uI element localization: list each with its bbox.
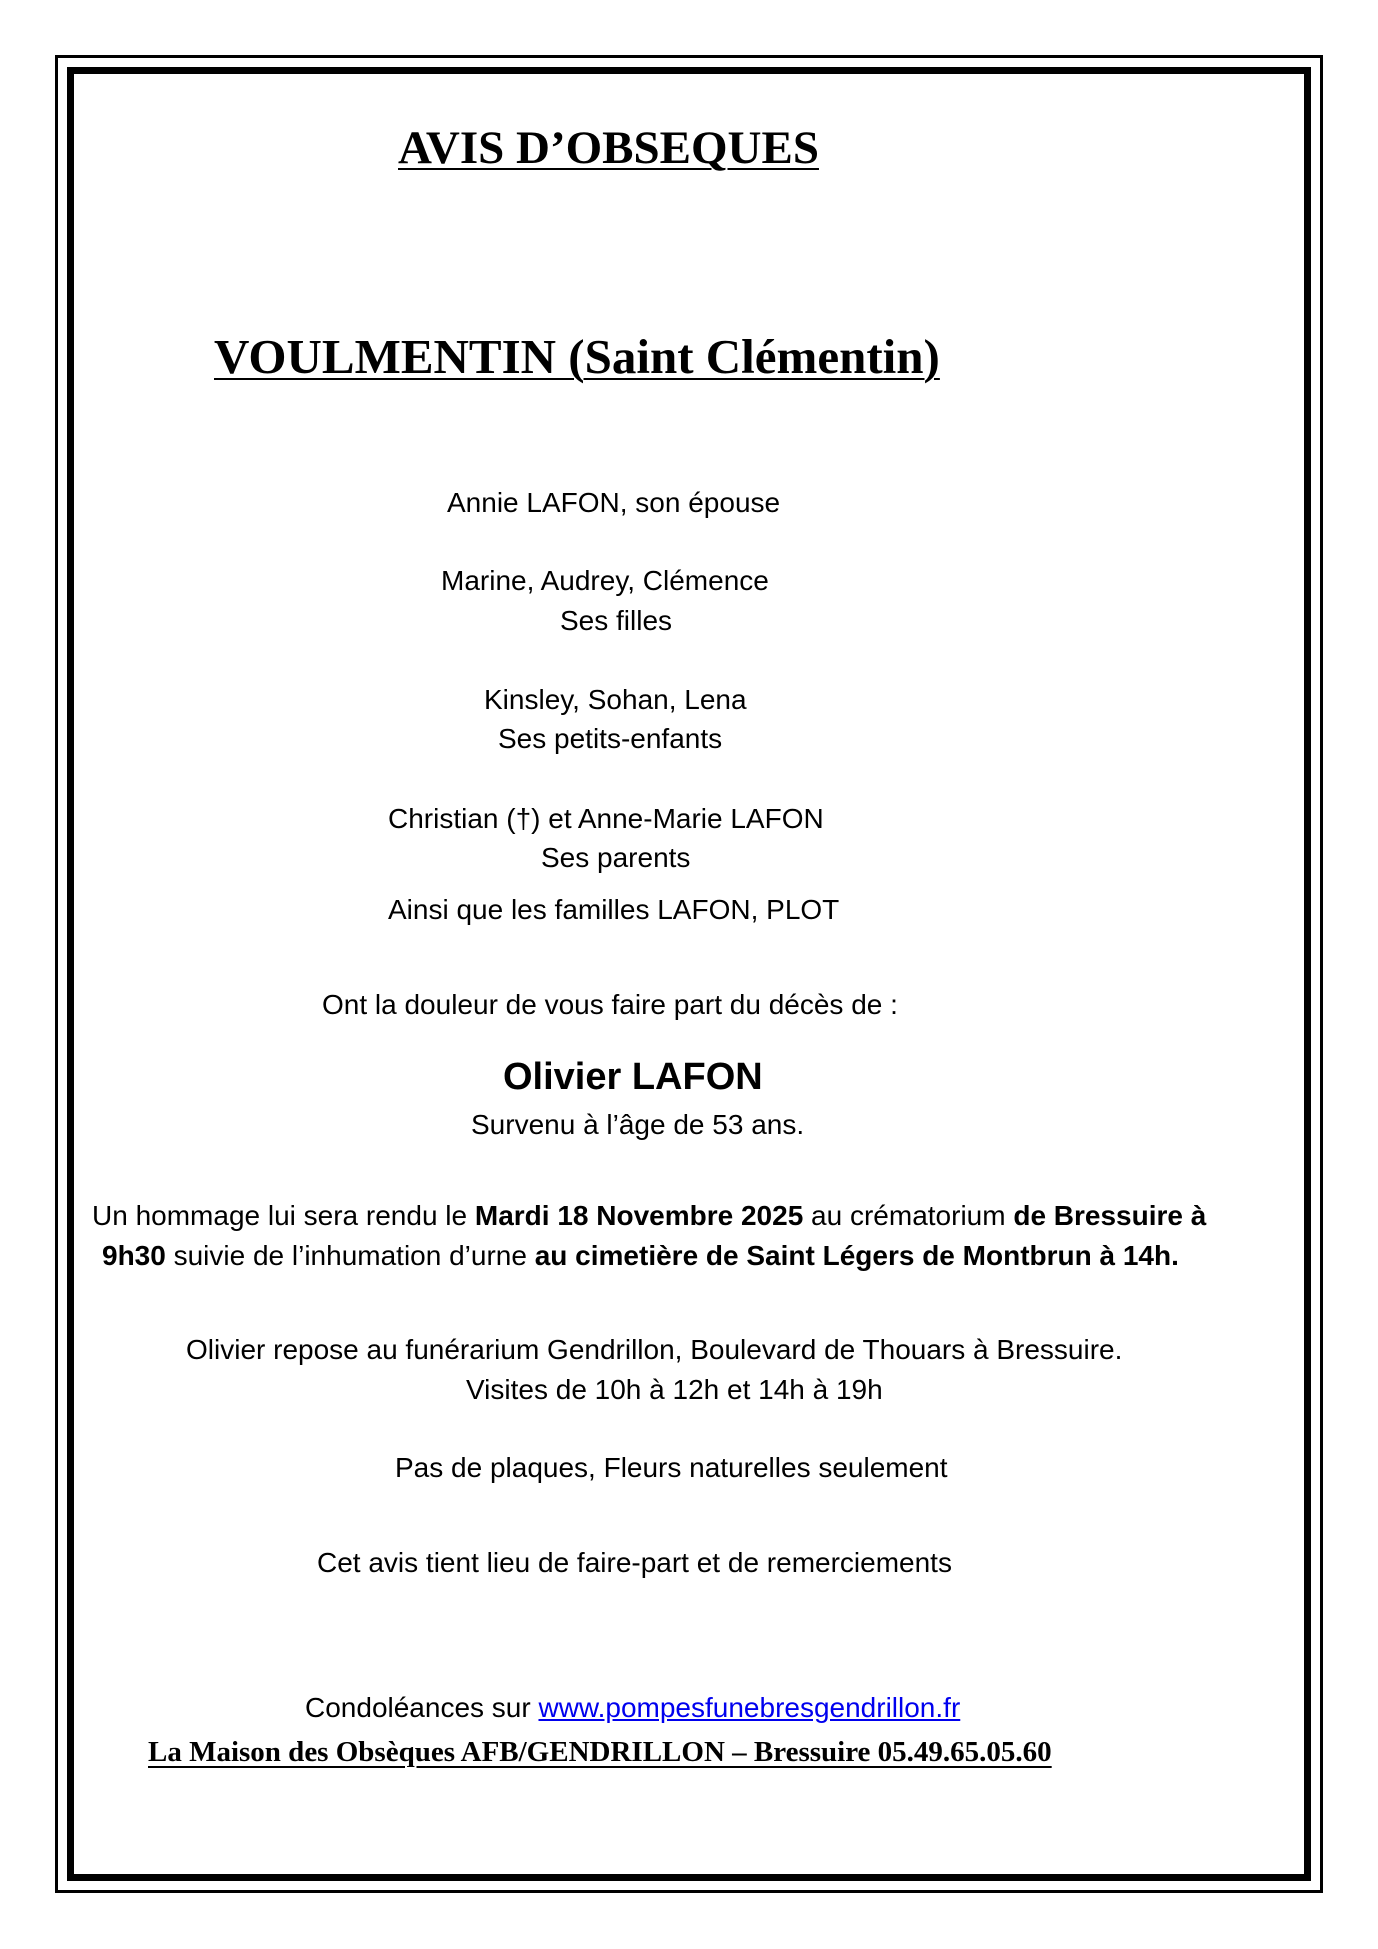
grandchildren-names: Kinsley, Sohan, Lena [484,684,747,715]
spouse-line: Annie LAFON, son épouse [447,487,781,518]
announcement-intro: Ont la douleur de vous faire part du décès de : [322,989,898,1020]
age-line: Survenu à l’âge de 53 ans. [471,1109,805,1140]
daughters-label: Ses filles [560,605,673,636]
deceased-name: Olivier LAFON [503,1056,763,1098]
families-line: Ainsi que les familles LAFON, PLOT [388,894,840,925]
visits-line-1: Olivier repose au funérarium Gendrillon, Boulevard de Thouars à Bressuire. [186,1334,1123,1365]
visits-line-2: Visites de 10h à 12h et 14h à 19h [466,1374,883,1405]
company-line: La Maison des Obsèques AFB/GENDRILLON – Bressuire 05.49.65.05.60 [148,1736,1052,1768]
location-heading: VOULMENTIN (Saint Clémentin) [214,329,940,384]
parents-label: Ses parents [541,842,691,873]
parents-names: Christian (†) et Anne-Marie LAFON [388,803,824,834]
website-link[interactable]: www.pompesfunebresgendrillon.fr [538,1692,961,1723]
flowers-note: Pas de plaques, Fleurs naturelles seulement [395,1452,948,1483]
notice-line: Cet avis tient lieu de faire-part et de remerciements [317,1547,952,1578]
daughters-names: Marine, Audrey, Clémence [441,565,769,596]
ceremony-line-2: 9h30 suivie de l’inhumation d’urne au cimetière de Saint Légers de Montbrun à 14h. [102,1240,1179,1271]
ceremony-line-1: Un hommage lui sera rendu le Mardi 18 Novembre 2025 au crématorium de Bressuire à [92,1200,1207,1231]
condolences-line: Condoléances sur www.pompesfunebresgendrillon.fr [305,1692,961,1723]
page-title: AVIS D’OBSEQUES [398,122,819,174]
grandchildren-label: Ses petits-enfants [498,723,723,754]
